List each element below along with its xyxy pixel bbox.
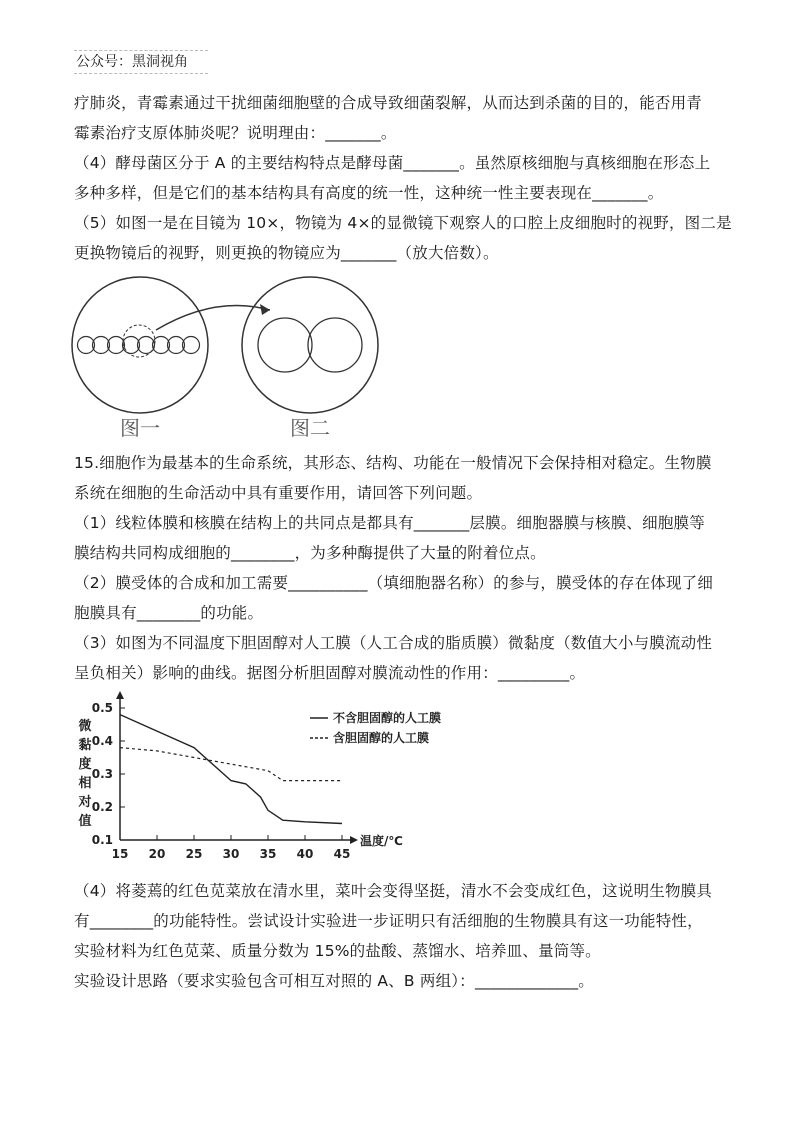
x-axis-arrow-icon [350,836,358,844]
q15-line-9: （4）将菱蔫的红色苋菜放在清水里，菜叶会变得坚挺，清水不会变成红色，这说明生物膜具 [74,882,713,900]
q15-line-7: （3）如图为不同温度下胆固醇对人工膜（人工合成的脂质膜）微黏度（数值大小与膜流动性 [74,634,713,652]
microscope-figure [70,270,370,450]
cell-row-1 [78,337,200,354]
q15-line-10: 有________的功能特性。尝试设计实验进一步证明只有活细胞的生物膜具有这一功能特性， [74,912,703,930]
series-line-1 [120,715,342,824]
q15-line-3: （1）线粒体膜和核膜在结构上的共同点是都具有_______层膜。细胞器膜与核膜、细胞膜等 [74,514,705,532]
y-tick-label: 0.4 [91,734,113,748]
legend-label-2: 含胆固醇的人工膜 [333,731,430,745]
q15-line-12: 实验设计思路（要求实验包含可相互对照的 A、B 两组）：_____________。 [74,972,594,990]
cell-large [258,318,312,372]
q15-line-4: 膜结构共同构成细胞的________，为多种酶提供了大量的附着位点。 [74,544,546,562]
q15-line-2: 系统在细胞的生命活动中具有重要作用，请回答下列问题。 [74,484,483,502]
q15-line-8: 呈负相关）影响的曲线。据图分析胆固醇对膜流动性的作用：_________。 [74,664,586,682]
arrow-head-icon [260,304,270,315]
series-line-2 [120,748,342,781]
y-tick-label: 0.1 [91,833,113,847]
x-axis-label: 温度/℃ [360,834,403,848]
chart-series [120,715,342,824]
y-axis-arrow-icon [116,691,124,699]
q14-line-3: （4）酵母菌区分于 A 的主要结构特点是酵母菌_______。虽然原核细胞与真核细胞在形态上 [74,154,711,172]
q14-line-5: （5）如图一是在目镜为 10×，物镜为 4×的显微镜下观察人的口腔上皮细胞时的视野，图二是 [74,214,732,232]
header-tag: 公众号：黑洞视角 [74,50,208,74]
q15-line-5: （2）膜受体的合成和加工需要__________（填细胞器名称）的参与，膜受体的存在体现了细 [74,574,714,592]
q14-line-4: 多种多样，但是它们的基本结构具有高度的统一性，这种统一性主要表现在_______。 [74,184,664,202]
cell-large [308,318,362,372]
q15-line-11: 实验材料为红色苋菜、质量分数为 15%的盐酸、蒸馏水、培养皿、量筒等。 [74,942,601,960]
y-tick-label: 0.3 [91,767,113,781]
x-tick-label: 40 [296,847,314,861]
legend-label-1: 不含胆固醇的人工膜 [333,711,442,725]
q14-line-6: 更换物镜后的视野，则更换的物镜应为_______（放大倍数）。 [74,244,499,262]
x-tick-label: 30 [222,847,240,861]
q14-line-2: 霉素治疗支原体肺炎呢？说明理由：_______。 [74,124,397,142]
fig1-label: 图一 [120,416,160,440]
q15-line-1: 15.细胞作为最基本的生命系统，其形态、结构、功能在一般情况下会保持相对稳定。生物膜 [74,454,712,472]
x-tick-label: 45 [333,847,351,861]
q14-line-1: 疗肺炎，青霉素通过干扰细菌细胞壁的合成导致细菌裂解，从而达到杀菌的目的，能否用青 [74,94,703,112]
x-tick-label: 35 [259,847,277,861]
chart-legend [310,710,441,745]
y-tick-label: 0.2 [91,800,113,814]
q15-line-6: 胞膜具有________的功能。 [74,604,264,622]
x-tick-label: 25 [185,847,203,861]
fig2-label: 图二 [290,416,330,440]
viscosity-chart [70,690,442,875]
x-tick-label: 15 [111,847,129,861]
field-of-view-2 [242,277,378,413]
x-tick-label: 20 [148,847,166,861]
y-axis-label: 微黏度相对值 [78,719,92,829]
y-tick-label: 0.5 [91,701,113,715]
